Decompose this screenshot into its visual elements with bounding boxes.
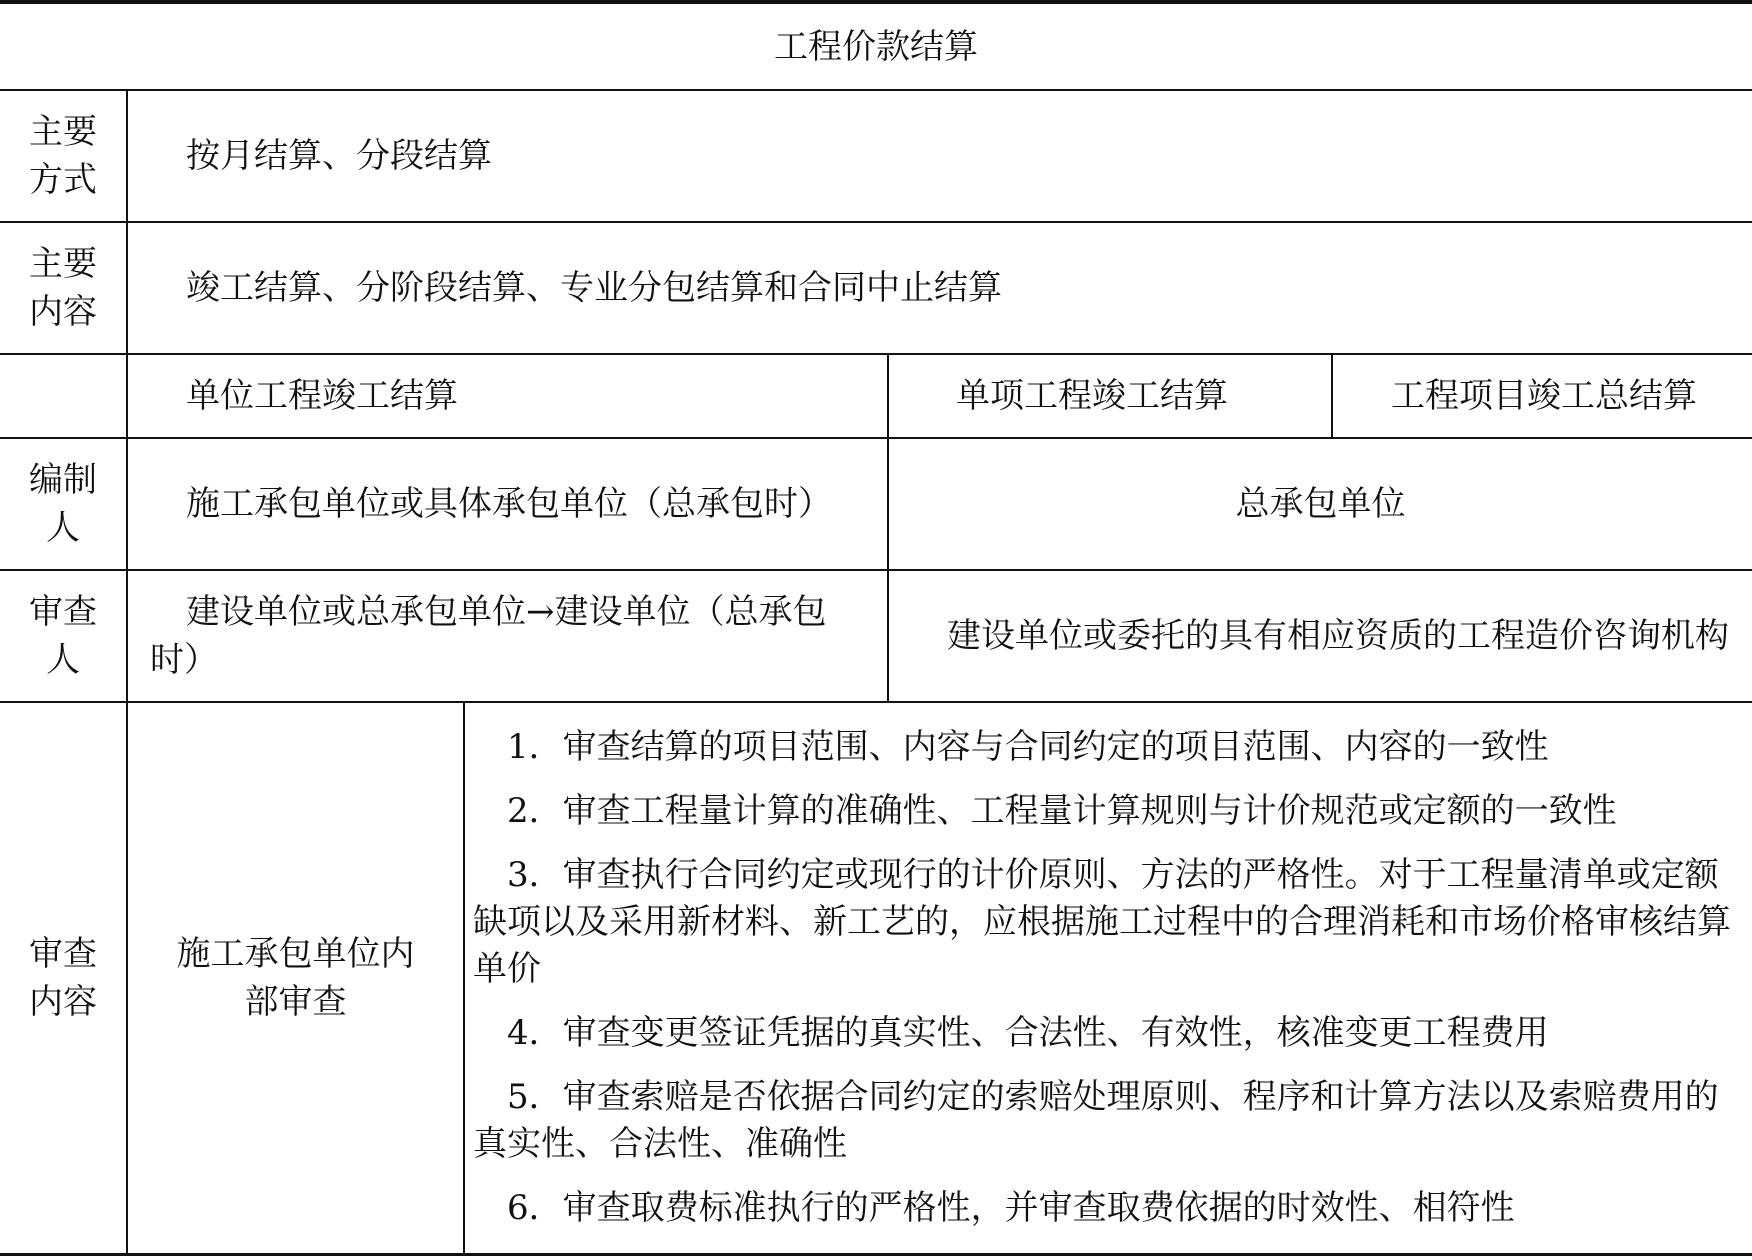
header-item-settlement: 单项工程竣工结算 [888,354,1332,438]
reviewer-label: 审查 人 [0,570,127,702]
row-main-method [0,90,1752,222]
table-title-row [0,2,1752,90]
row-main-content [0,222,1752,354]
header-project-settlement: 工程项目竣工总结算 [1332,354,1752,438]
compiler-label: 编制 人 [0,438,127,570]
row-review-content [0,702,1752,1254]
main-method-label: 主要 方式 [0,90,127,222]
row-compiler [0,438,1752,570]
header-unit-settlement: 单位工程竣工结算 [127,354,888,438]
review-item: 2．审查工程量计算的准确性、工程量计算规则与计价规范或定额的一致性 [507,790,1617,831]
main-content-value: 竣工结算、分阶段结算、专业分包结算和合同中止结算 [127,222,1752,354]
review-items [464,702,1752,1254]
review-content-label: 审查 内容 [0,702,127,1254]
review-item: 4．审查变更签证凭据的真实性、合法性、有效性，核准变更工程费用 [507,1012,1549,1053]
reviewer-other-value: 建设单位或委托的具有相应资质的工程造价咨询机构 [888,570,1752,702]
compiler-unit-value: 施工承包单位或具体承包单位（总承包时） [127,438,888,570]
review-item: 1．审查结算的项目范围、内容与合同约定的项目范围、内容的一致性 [507,726,1549,767]
table-title: 工程价款结算 [0,2,1752,90]
internal-review-label: 施工承包单位内 部审查 [127,702,464,1254]
main-content-label: 主要 内容 [0,222,127,354]
empty-corner-cell [0,354,127,438]
reviewer-unit-value: 建设单位或总承包单位→建设单位（总承包时） [127,570,888,702]
review-item: 6．审查取费标准执行的严格性，并审查取费依据的时效性、相符性 [507,1187,1515,1228]
main-method-value: 按月结算、分段结算 [127,90,1752,222]
row-reviewer [0,570,1752,702]
row-settlement-types [0,354,1752,438]
compiler-other-value: 总承包单位 [888,438,1752,570]
review-item: 5．审查索赔是否依据合同约定的索赔处理原则、程序和计算方法以及索赔费用的真实性、合法性、准确性 [473,1076,1719,1164]
review-item: 3．审查执行合同约定或现行的计价原则、方法的严格性。对于工程量清单或定额缺项以及采用新材料、新工艺的，应根据施工过程中的合理消耗和市场价格审核结算单价 [473,854,1731,989]
